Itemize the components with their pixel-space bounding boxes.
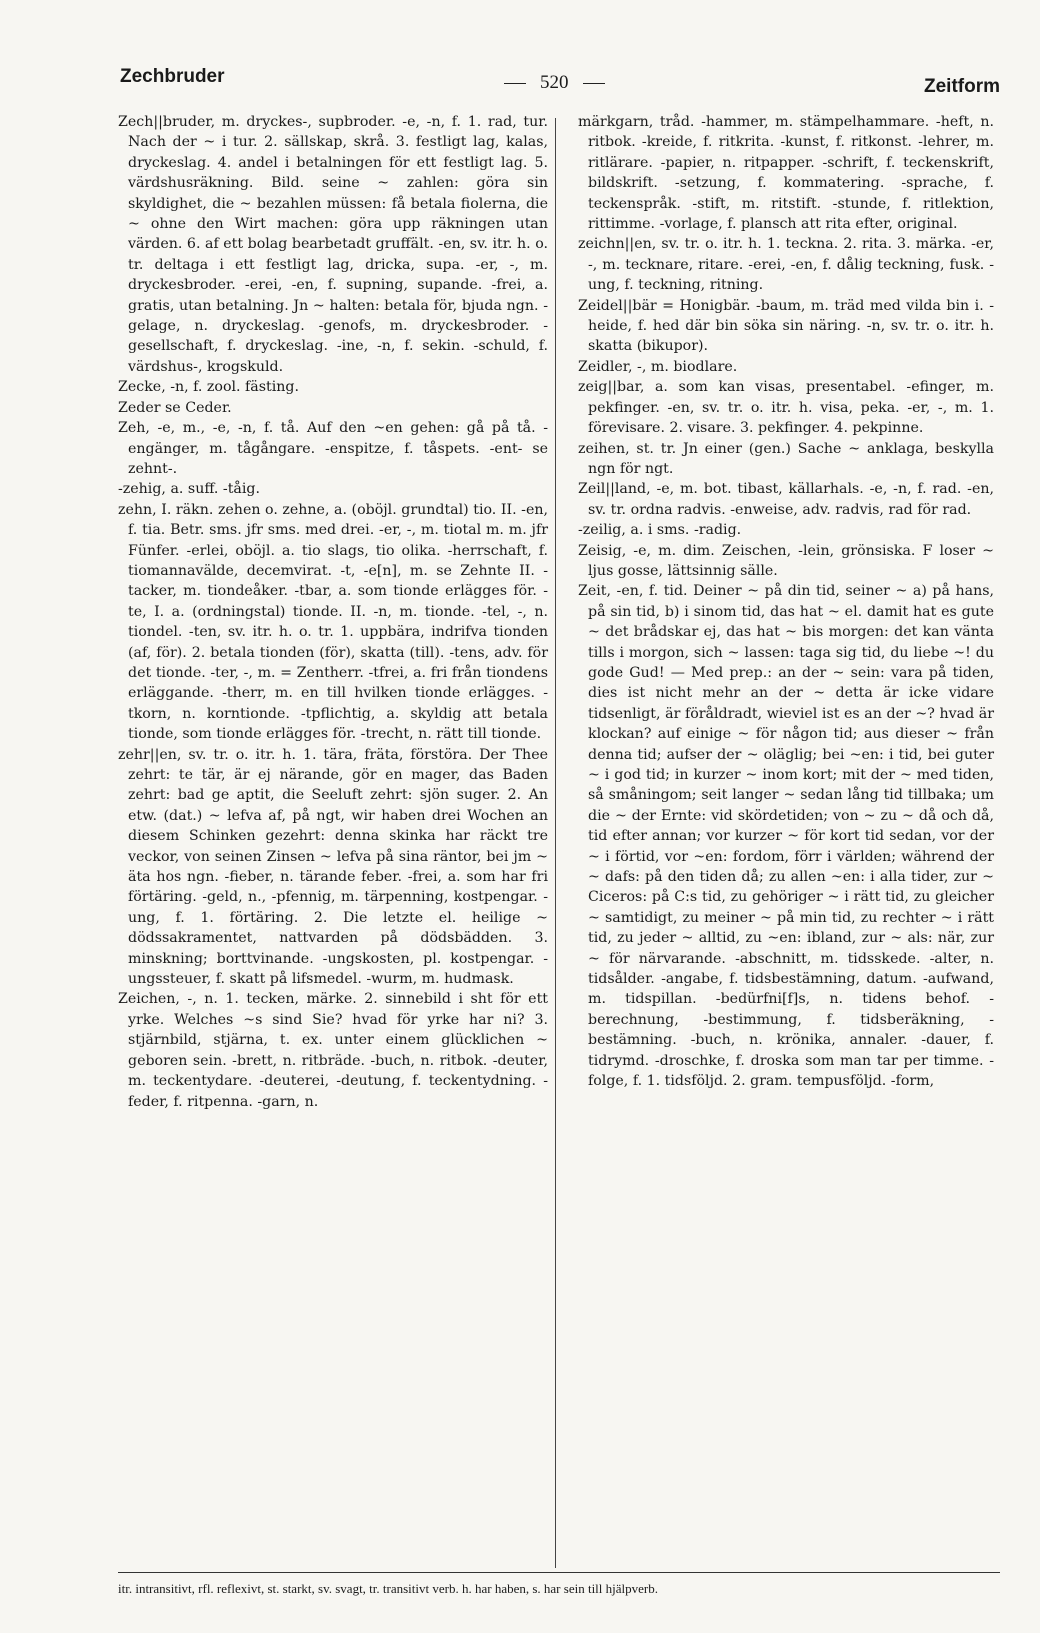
entry: märkgarn, tråd. -hammer, m. stämpelhammare. -heft, n. ritbok. -kreide, f. ritkrita. -kunst, f. ritkonst. -lehrer, m. ritlärare. -papier, n. ritpapper. -schrift, f. teckenskrift, bildskrift. -setzung, f. kommatering. -sprache, f. teckenspråk. -stift, m. ritstift. -stunde, f. ritlektion, rittimme. -vorlage, f. plansch att rita efter, original. xyxy=(578,114,994,233)
entry: Zeichen, -, n. 1. tecken, märke. 2. sinnebild i sht för ett yrke. Welches ~s sind Sie? hvad för yrke har ni? 3. stjärnbild, stjärna, t. ex. unter einem glücklichen ~ geboren sein. -brett, n. ritbräde. -buch, n. ritbok. -deuter, m. teckentydare. -deuterei, -deutung, f. teckentydning. -feder, f. ritpenna. -garn, n. xyxy=(118,991,548,1110)
column-divider xyxy=(555,118,556,1568)
footer-text: itr. intransitivt, rfl. reflexivt, st. starkt, sv. svagt, tr. transitivt verb. h. har haben, s. har sein till hjälpverb. xyxy=(118,1581,658,1596)
entry: zeig||bar, a. som kan visas, presentabel. -efinger, m. pekfinger. -en, sv. tr. o. itr. h. visa, peka. -er, -, m. 1. förevisare. 2. visare. 3. pekfinger. 4. pekpinne. xyxy=(578,379,994,437)
entry: zehr||en, sv. tr. o. itr. h. 1. tära, fräta, förstöra. Der Thee zehrt: te tär, är ej närande, gör en mager, das Baden zehrt: bad ge aptit, die Seeluft zehrt: sjön suger. 2. An etw. (dat.) ~ lefva af, på ngt, wir haben drei Wochen an diesem Schinken gezehrt: denna skinka har räckt tre veckor, von seinen Zinsen ~ lefva på sina räntor, bei jm ~ äta hos ngn. -fieber, n. tärande feber. -frei, a. som har fri förtäring. -geld, n., -pfennig, m. tärpenning, kostpengar. -ung, f. 1. förtäring. 2. Die letzte el. heilige ~ dödssakramentet, nattvarden på dödsbädden. 3. minskning; borttvinande. -ungskosten, pl. kostpengar. -ungssteuer, f. skatt på lifsmedel. -wurm, m. hudmask. xyxy=(118,746,548,988)
entry: Zech||bruder, m. dryckes-, supbroder. -e, -n, f. 1. rad, tur. Nach der ~ i tur. 2. sällskap, skrå. 3. festligt lag, kalas, dryckeslag. 4. andel i betalningen för ett festligt lag. 5. värdshusräkning. Bild. seine ~ zahlen: göra sin skyldighet, die ~ bezahlen müssen: få betala fiolerna, die ~ ohne den Wirt machen: göra upp räkningen utan värden. 6. af ett bolag bearbetadt gruffält. -en, sv. itr. h. o. tr. deltaga i ett festligt lag, dricka, supa. -er, -, m. dryckesbroder. -erei, -en, f. supning, supande. -frei, a. gratis, utan betalning. Jn ~ halten: betala för, bjuda ngn. -gelage, n. dryckeslag. -genofs, m. dryckesbroder. -gesellschaft, f. dryckeslag. -ine, -n, f. sekin. -schuld, f. värdshus-, krogskuld. xyxy=(118,114,548,375)
entry: zeihen, st. tr. Jn einer (gen.) Sache ~ anklaga, beskylla ngn för ngt. xyxy=(578,440,994,477)
entry: zehn, I. räkn. zehen o. zehne, a. (oböjl. grundtal) tio. II. -en, f. tia. Betr. sms. jfr sms. med drei. -er, -, m. tiotal m. m. jfr Fünfer. -erlei, oböjl. a. tio slags, tio olika. -herrschaft, f. tiomannavälde, decemvirat. -t, -e[n], m. se Zehnte II. -tacker, m. tiondeåker. -tbar, a. som tionde erlägges för. -te, I. a. (ordningstal) tionde. II. -n, m. tionde. -tel, -, n. tiondel. -ten, sv. itr. h. o. tr. 1. uppbära, indrifva tionden (af, för). 2. betala tionden (för), skatta (till). -tens, adv. för det tionde. -ter, -, m. = Zentherr. -tfrei, a. fri från tiondens erläggande. -therr, m. en till hvilken tionde erlägges. -tkorn, n. korntionde. -tpflichtig, a. skyldig att betala tionde, som tionde erlägges för. -trecht, n. rätt till tionde. xyxy=(118,501,548,743)
entry: Zeidler, -, m. biodlare. xyxy=(578,358,738,375)
right-column xyxy=(578,112,994,1092)
entry: -zeilig, a. i sms. -radig. xyxy=(578,522,742,539)
entry: Zeil||land, -e, m. bot. tibast, källarhals. -e, -n, f. rad. -en, sv. tr. ordna radvis. -enweise, adv. radvis, rad för rad. xyxy=(578,481,994,518)
entry: zeichn||en, sv. tr. o. itr. h. 1. teckna. 2. rita. 3. märka. -er, -, m. tecknare, ritare. -erei, -en, f. dålig teckning, fusk. -ung, f. teckning, ritning. xyxy=(578,236,994,294)
page-number: 520 xyxy=(490,72,619,94)
entry: -zehig, a. suff. -tåig. xyxy=(118,481,261,498)
right-guide-word: Zeitform xyxy=(924,76,1000,97)
page-header xyxy=(120,66,1000,100)
left-column xyxy=(118,112,548,1112)
entry: Zeit, -en, f. tid. Deiner ~ på din tid, seiner ~ a) på hans, på sin tid, b) i sinom tid, das hat ~ el. damit hat es gute ~ det brådskar ej, das hat ~ bis morgen: det kan vänta tills i morgon, sich ~ lassen: taga sig tid, du liebe ~! du gode Gud! — Med prep.: an der ~ sein: vara på tiden, dies ist nicht mehr an der ~ detta är icke vidare tidsenligt, är föråldradt, wieviel ist es an der ~? hvad är klockan? auf einige ~ för någon tid; aus dieser ~ från denna tid; aufser der ~ oläglig; bei ~en: i tid, bei guter ~ i god tid; in kurzer ~ inom kort; mit der ~ med tiden, så småningom; seit langer ~ sedan lång tid tillbaka; um die ~ der Ernte: vid skördetiden; von ~ zu ~ då och då, tid efter annan; vor kurzer ~ för kort tid sedan, vor der ~ i förtid, vor ~en: fordom, förr i världen; während der ~ dafs: på den tiden då; zu allen ~en: i alla tider, zur ~ Ciceros: på C:s tid, zu gehöriger ~ i rätt tid, zu gleicher ~ samtidigt, zu meiner ~ på min tid, zu rechter ~ i rätt tid, zu jeder ~ alltid, zu ~en: ibland, zur ~ als: när, zur ~ för närvarande. -abschnitt, m. tidsskede. -alter, n. tidsålder. -angabe, f. tidsbestämning, datum. -aufwand, m. tidspillan. -bedürfni[f]s, n. tidens behof. -berechnung, -bestimmung, f. tidsberäkning, -bestämning. -buch, n. krönika, annaler. -dauer, f. tidrymd. -droschke, f. droska som man tar per timme. -folge, f. 1. tidsföljd. 2. gram. tempusföljd. -form, xyxy=(578,583,994,1090)
abbreviation-footer xyxy=(118,1572,1000,1597)
entry: Zeidel||bär = Honigbär. -baum, m. träd med vilda bin i. -heide, f. hed där bin söka sin näring. -n, sv. tr. o. itr. h. skatta (bikupor). xyxy=(578,297,994,355)
entry: Zecke, -n, f. zool. fästing. xyxy=(118,379,300,396)
entry: Zeder se Ceder. xyxy=(118,399,232,416)
entry: Zeh, -e, m., -e, -n, f. tå. Auf den ~en gehen: gå på tå. -engänger, m. tågångare. -enspitze, f. tåspets. -ent- se zehnt-. xyxy=(118,420,548,477)
entry: Zeisig, -e, m. dim. Zeischen, -lein, grönsiska. F loser ~ ljus gosse, lättsinnig sälle. xyxy=(578,542,994,579)
left-guide-word: Zechbruder xyxy=(120,66,225,87)
